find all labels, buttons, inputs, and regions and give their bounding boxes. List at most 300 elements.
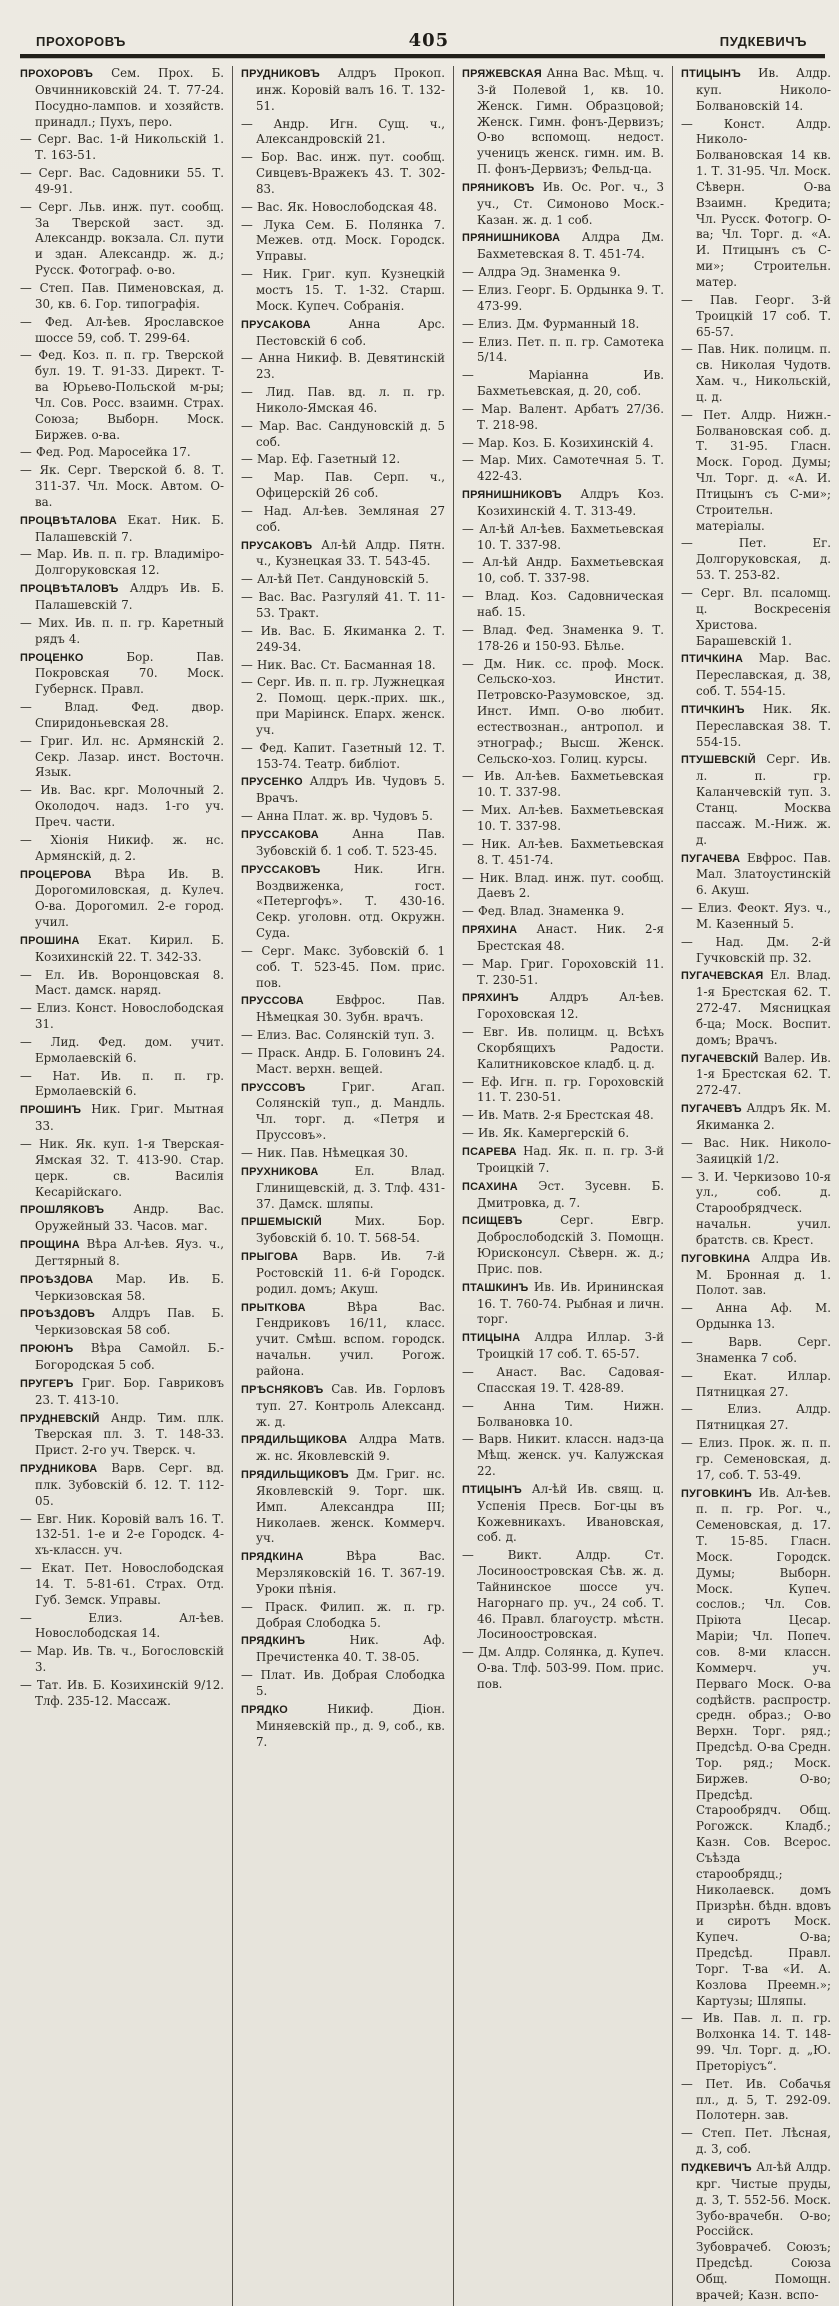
directory-entry: ПРУССАКОВА Анна Пав. Зубовскій б. 1 соб. Т. 523-45. [241,826,445,858]
entry-surname: ПСАРЕВА [462,1146,517,1158]
directory-entry: ПУГАЧЕВЪ Алдръ Як. М. Якиманка 2. [681,1101,831,1132]
ditto-dash-marker: — [462,265,474,280]
ditto-dash-marker: — [20,348,32,363]
entry-surname: ПРОШИНЪ [20,1104,82,1117]
ditto-dash-marker: — [681,2076,693,2091]
ditto-dash-marker: — [462,1074,474,1089]
ditto-dash-marker: — [241,1045,253,1060]
ditto-dash-marker: — [20,1034,32,1049]
ditto-dash-marker: — [241,572,253,587]
column-4 [672,66,831,2306]
directory-entry: — Влад. Коз. Садовническая наб. 15. [462,589,664,619]
ditto-dash-marker: — [20,280,32,295]
ditto-dash-marker: — [462,368,474,383]
directory-entry: — Серг. Вас. Садовники 55. Т. 49-91. [20,166,224,196]
directory-entry: ПТУШЕВСКІЙ Серг. Ив. л. п. гр. Каланчевскій туп. 3. Станц. Москва пассаж. М.-Ниж. ж. д. [681,752,831,847]
entry-surname: ПРОЮНЪ [20,1343,74,1356]
directory-entry: ПРУДНИКОВА Варв. Серг. вд. плк. Зубовскій б. 12. Т. 112-05. [20,1461,224,1508]
ditto-dash-marker: — [462,334,474,349]
directory-entry: ПУГАЧЕВСКІЙ Валер. Ив. 1-я Брестская 62. Т. 272-47. [681,1050,831,1098]
entry-surname: ПРЯНИКОВЪ [462,181,535,194]
directory-entry: — Вас. Ник. Николо-Заяицкій 1/2. [681,1135,831,1166]
ditto-dash-marker: — [462,435,474,450]
directory-entry: ПРЯДКИНЪ Ник. Аф. Пречистенка 40. Т. 38-05. [241,1633,445,1665]
entry-surname: ПРУССАКОВА [241,828,319,841]
directory-entry: — Мар. Ив. Тв. ч., Богословскій 3. [20,1644,224,1675]
directory-entry: — Пет. Ив. Собачья пл., д. 5, Т. 292-09. Полотерн. зав. [681,2076,831,2123]
directory-entry: — Анна Плат. ж. вр. Чудовъ 5. [241,809,433,824]
entry-surname: ПРЯДИЛЬЩИКОВА [241,1434,348,1447]
directory-entry: — Елиз. Георг. Б. Ордынка 9. Т. 473-99. [462,282,664,313]
ditto-dash-marker: — [241,116,253,131]
directory-entry: — Бор. Вас. инж. пут. сообщ. Сивцевъ-Вражекъ 43. Т. 302-83. [241,150,445,196]
entry-surname: ПРЯНИШНИКОВЪ [462,489,562,502]
directory-entry: — Серг. Ив. п. п. гр. Лужнецкая 2. Помощ. церк.-прих. шк., при Маріинск. Епарх. женск. уч. [241,675,445,737]
entry-surname: ПУДКЕВИЧЪ [681,2162,752,2174]
ditto-dash-marker: — [241,623,253,638]
header-rule [20,54,825,58]
directory-entry: — Ник. Пав. Нѣмецкая 30. [241,1146,409,1160]
ditto-dash-marker: — [462,401,474,416]
ditto-dash-marker: — [20,132,32,147]
directory-entry: — Ив. Вас. Б. Якиманка 2. Т. 249-34. [241,623,445,654]
directory-entry: — Екат. Пет. Новослободская 14. Т. 5-81-61. Страх. Отд. Губ. Земск. Управы. [20,1561,224,1607]
entry-surname: ПУГАЧЕВСКАЯ [681,970,764,983]
directory-entry: — Ник. Ал-ѣев. Бахметьевская 8. Т. 451-74. [462,836,664,867]
entry-surname: ПУГОВКИНЪ [681,1487,753,1500]
directory-entry: ПРОѢЗДОВЪ Алдръ Пав. Б. Черкизовская 58 соб. [20,1306,224,1338]
ditto-dash-marker: — [462,956,474,971]
directory-entry: ПСАРЕВА Над. Як. п. п. гр. 3-й Троицкій 7. [462,1144,664,1175]
column-3 [453,66,664,2306]
entry-surname: ПРЫТКОВА [241,1301,306,1314]
directory-entry: ПТИЦЫНЪ Ал-ѣй Ив. свящ. ц. Успенія Пресв. Бог-цы въ Кожевникахъ. Ивановская, соб. д. [462,1481,664,1545]
entry-surname: ПТИЧКИНА [681,653,744,666]
ditto-dash-marker: — [681,116,693,131]
directory-entry: — Пет. Ег. Долгоруковская, д. 53. Т. 253-82. [681,536,831,583]
directory-entry: — Ив. Ал-ѣев. Бахметьевская 10. Т. 337-98. [462,769,664,800]
ditto-dash-marker: — [20,314,32,329]
ditto-dash-marker: — [462,904,474,919]
directory-entry: ПРЯНИКОВЪ Ив. Ос. Рог. ч., 3 уч., Ст. Симоново Моск.-Казан. ж. д. 1 соб. [462,179,664,227]
directory-entry: — Вас. Вас. Разгуляй 41. Т. 11-53. Тракт. [241,590,445,620]
entry-surname: ПРУСЕНКО [241,776,303,789]
directory-entry: — Ник. Влад. инж. пут. сообщ. Даевъ 2. [462,870,664,901]
ditto-dash-marker: — [20,1678,32,1692]
directory-entry: ПРЯДКО Никиф. Діон. Миняевскій пр., д. 9, соб., кв. 7. [241,1701,445,1749]
directory-entry: — Елиз. Вас. Солянскій туп. 3. [241,1028,435,1043]
directory-entry: — Серг. Льв. инж. пут. сообщ. За Тверской заст. зд. Александр. вокзала. Сл. пути и здан. Александр. ж. д.; Русск. Фотограф. о-во. [20,199,224,278]
column-container [20,66,831,2306]
directory-entry: — З. И. Черкизово 10-я ул., соб. д. Старообрядческ. начальн. учил. братств. св. Крест. [681,1169,831,1247]
entry-surname: ПРОѢЗДОВА [20,1273,94,1286]
directory-entry: ПРОЦВѢТАЛОВА Екат. Ник. Б. Палашевскій 7. [20,512,224,544]
directory-entry: — Елиз. Феокт. Яуз. ч., М. Казенный 5. [681,901,831,931]
entry-surname: ПРОШИНА [20,934,80,947]
directory-entry: ПУГАЧЕВСКАЯ Ел. Влад. 1-я Брестская 62. Т. 272-47. Мясницкая б-ца; Моск. Воспит. домъ; Врачъ. [681,968,831,1047]
directory-entry: — Степ. Пав. Пименовская, д. 30, кв. 6. Гор. типографія. [20,280,224,311]
entry-surname: ПРУДНИКОВЪ [241,68,321,80]
ditto-dash-marker: — [20,166,32,181]
entry-surname: ПРУССОВЪ [241,1081,306,1094]
ditto-dash-marker: — [681,1436,693,1451]
ditto-dash-marker: — [681,342,693,357]
entry-surname: ПРЯЖЕВСКАЯ [462,68,542,80]
entry-surname: ПРОЦЕРОВА [20,868,92,881]
ditto-dash-marker: — [681,1301,693,1316]
directory-entry: — Евг. Ник. Коровій валъ 16. Т. 132-51. 1-е и 2-е Городск. 4-хъ-классн. уч. [20,1511,224,1558]
ditto-dash-marker: — [462,769,474,784]
directory-entry: — Анна Аф. М. Ордынка 13. [681,1301,831,1332]
directory-entry: — Як. Серг. Тверской б. 8. Т. 311-37. Чл. Моск. Автом. О-ва. [20,463,224,509]
ditto-dash-marker: — [462,1548,474,1563]
ditto-dash-marker: — [20,832,32,847]
entry-surname: ПУГАЧЕВСКІЙ [681,1052,759,1065]
directory-entry: — Лид. Пав. вд. л. п. гр. Николо-Ямская 46. [241,385,445,415]
directory-entry: — Фед. Ал-ѣев. Ярославское шоссе 59, соб. Т. 299-64. [20,314,224,345]
directory-entry: — Ал-ѣй Андр. Бахметьевская 10, соб. Т. 337-98. [462,555,664,586]
directory-entry: ПУГОВКИНЪ Ив. Ал-ѣев. п. п. гр. Рог. ч., Семеновская, д. 17. Т. 15-85. Гласн. Моск. Городск. Думы; Выборн. Моск. Купеч. сослов.; Чл. Сов. Пріюта Цесар. Маріи; Чл. Попеч. сов. 8-ми классн. Коммерч. уч. Перваго Моск. О-ва содѣйств. распростр. средн. образ.; О-во Верхн. Торг. ряд.; Предсѣд. О-ва Средн. Тор. ряд.; Моск. Биржев. О-во; Предсѣд. Старообрядч. Общ. Рогожск. Кладб.; Казн. Сов. Всерос. Съѣзда старообрядц.; Николаевск. домъ Призрѣн. бѣдн. вдовъ и сиротъ Моск. Купеч. О-ва; Предсѣд. Правл. Торг. Т-ва «И. А. Козлова Преемн.»; Картузы; Шляпы. [681,1485,831,2008]
ditto-dash-marker: — [462,803,474,818]
directory-entry: ПУГОВКИНА Алдра Ив. М. Бронная д. 1. Полот. зав. [681,1250,831,1298]
directory-entry: ПРЯДИЛЬЩИКОВА Алдра Матв. ж. нс. Яковлевскій 9. [241,1432,445,1464]
directory-entry: — Фед. Капит. Газетный 12. Т. 153-74. Театр. библіот. [241,740,445,771]
ditto-dash-marker: — [20,199,32,214]
ditto-dash-marker: — [241,418,253,433]
directory-entry: — Пав. Ник. полицм. п. св. Николая Чудотв. Хам. ч., Никольскій, ц. д. [681,342,831,404]
directory-entry: — Елиз. Прок. ж. п. п. гр. Семеновская, д. 17, соб. Т. 53-49. [681,1436,831,1482]
directory-entry: — Пет. Алдр. Нижн.-Болвановская соб. д. Т. 31-95. Гласн. Моск. Город. Думы; Чл. Торг. д. «А. И. Птицынъ съ С-ми»; Строительн. матеріалы. [681,407,831,533]
entry-surname: ПРЯНИШНИКОВА [462,232,561,245]
directory-entry: — Фед. Род. Маросейка 17. [20,445,191,460]
directory-entry: — Елиз. Дм. Фурманный 18. [462,316,640,331]
directory-entry: — Влад. Фед. двор. Спиридоньевская 28. [20,700,224,730]
entry-surname: ПТИЦЫНЪ [681,68,742,80]
directory-entry: — Конст. Алдр. Николо-Болвановская 14 кв. 1. Т. 31-95. Чл. Моск. Сѣверн. О-ва Взаимн. Кредита; Чл. Русск. Фотогр. О-ва; Чл. Торг. д. «А. И. Птицынъ съ С-ми»; Строительн. матер. [681,116,831,289]
ditto-dash-marker: — [20,445,32,460]
ditto-dash-marker: — [20,1561,32,1576]
directory-entry: ПРОЦЕНКО Бор. Пав. Покровская 70. Моск. Губернск. Правл. [20,649,224,697]
ditto-dash-marker: — [20,1137,32,1151]
entry-surname: ПРУССАКОВЪ [241,863,321,876]
ditto-dash-marker: — [20,1644,32,1659]
directory-entry: — Над. Ал-ѣев. Земляная 27 соб. [241,503,445,534]
directory-entry: — Мих. Ив. п. п. гр. Каретный рядъ 4. [20,615,224,646]
ditto-dash-marker: — [462,622,474,637]
ditto-dash-marker: — [462,1025,474,1040]
ditto-dash-marker: — [241,657,253,672]
entry-surname: ПРУГЕРЪ [20,1377,74,1390]
directory-entry: — Пав. Георг. 3-й Троицкій 17 соб. Т. 65-57. [681,292,831,339]
directory-entry: ПТИЧКИНА Мар. Вас. Переславская, д. 38, соб. Т. 554-15. [681,651,831,699]
directory-entry: — Ал-ѣй Ал-ѣев. Бахметьевская 10. Т. 337-98. [462,521,664,552]
ditto-dash-marker: — [681,536,693,551]
directory-entry: — Мих. Ал-ѣев. Бахметьевская 10. Т. 337-98. [462,803,664,833]
entry-surname: ПУГАЧЕВЪ [681,1103,742,1116]
directory-entry: — Мар. Коз. Б. Козихинскій 4. [462,435,654,450]
directory-entry: — Мар. Григ. Гороховскій 11. Т. 230-51. [462,956,664,987]
directory-entry: — Фед. Коз. п. п. гр. Тверской бул. 19. Т. 91-33. Директ. Т-ва Юрьево-Польской м-ры; Чл. Сов. Росс. взаимн. Страх. Союза; Выборн. Моск. Биржев. о-ва. [20,348,224,442]
directory-entry: — Григ. Ил. нс. Армянскій 2. Секр. Лазар. инст. Восточн. Язык. [20,733,224,780]
entry-surname: ПСИЩЕВЪ [462,1215,523,1228]
directory-entry: — Анна Никиф. В. Девятинскій 23. [241,351,445,382]
ditto-dash-marker: — [20,1610,32,1625]
ditto-dash-marker: — [241,740,253,755]
ditto-dash-marker: — [241,1146,253,1160]
directory-entry: ПРОѢЗДОВА Мар. Ив. Б. Черкизовская 58. [20,1271,224,1303]
ditto-dash-marker: — [681,2011,693,2026]
directory-entry: — Елиз. Пет. п. п. гр. Самотека 5/14. [462,334,664,365]
entry-surname: ПРУДНИКОВА [20,1463,98,1476]
entry-surname: ПРЯХИНА [462,924,518,937]
directory-entry: ПРЯХИНА Анаст. Ник. 2-я Брестская 48. [462,922,664,953]
directory-entry: ПРУССАКОВЪ Ник. Игн. Воздвиженка, гост. «Петергофъ». Т. 430-16. Секр. уголовн. отд. Окружн. Суда. [241,861,445,941]
ditto-dash-marker: — [241,385,253,400]
entry-surname: ПРЯХИНЪ [462,992,519,1005]
directory-entry: ПРОШИНА Екат. Кирил. Б. Козихинскій 22. Т. 342-33. [20,932,224,964]
directory-entry: ПТАШКИНЪ Ив. Ив. Ирининская 16. Т. 760-74. Рыбная и личн. торг. [462,1279,664,1327]
entry-surname: ПРЯДКО [241,1703,289,1716]
directory-entry: — Лид. Фед. дом. учит. Ермолаевскій 6. [20,1034,224,1065]
ditto-dash-marker: — [462,836,474,851]
directory-entry: ПРОШЛЯКОВЪ Андр. Вас. Оружейный 33. Часов. маг. [20,1202,224,1234]
directory-entry: ПРОЦВѢТАЛОВЪ Алдръ Ив. Б. Палашевскій 7. [20,581,224,612]
directory-entry: ПРУХНИКОВА Ел. Влад. Глинищевскій, д. 3. Тлф. 431-37. Дамск. шляпы. [241,1163,445,1211]
directory-entry: — Елиз. Конст. Новослободская 31. [20,1001,224,1032]
ditto-dash-marker: — [241,675,253,690]
directory-entry: — Анаст. Вас. Садовая-Спасская 19. Т. 428-89. [462,1364,664,1395]
ditto-dash-marker: — [241,590,253,605]
directory-entry: — Тат. Ив. Б. Козихинскій 9/12. Тлф. 235-12. Массаж. [20,1678,224,1708]
ditto-dash-marker: — [681,934,693,949]
entry-surname: ПРОЩИНА [20,1239,80,1252]
ditto-dash-marker: — [241,943,253,958]
directory-entry: ПРЯЖЕВСКАЯ Анна Вас. Мѣщ. ч. 3-й Полевой 1, кв. 10. Женск. Гимн. Образцовой; Женск. Гимн. фонъ-Дервизъ; О-во вспомощ. недост. ученицъ женск. гимн. им. В. П. фонъ-Дервизъ; Фельд-ца. [462,66,664,177]
directory-entry: — Дм. Алдр. Солянка, д. Купеч. О-ва. Тлф. 503-99. Пом. прис. пов. [462,1645,664,1691]
ditto-dash-marker: — [20,463,32,478]
directory-entry: — Над. Дм. 2-й Гучковскій пр. 32. [681,934,831,965]
entry-surname: ПРЫГОВА [241,1251,299,1264]
ditto-dash-marker: — [462,1398,474,1413]
entry-surname: ПРОЦЕНКО [20,651,84,664]
directory-entry: ПРУССОВА Евфрос. Пав. Нѣмецкая 30. Зубн. врачъ. [241,993,445,1025]
directory-entry: — Ив. Вас. крг. Молочный 2. Околодоч. надз. 1-го уч. Преч. части. [20,783,224,829]
directory-entry: — Елиз. Алдр. Пятницкая 27. [681,1402,831,1433]
entry-surname: ПРУДНЕВСКІЙ [20,1412,100,1425]
running-head-left: ПРОХОРОВЪ [36,34,126,49]
entry-surname: ПУГАЧЕВА [681,852,741,865]
directory-entry: — Еф. Игн. п. гр. Гороховскій 11. Т. 230-51. [462,1074,664,1105]
ditto-dash-marker: — [462,453,474,468]
ditto-dash-marker: — [241,452,253,467]
directory-entry: — Екат. Иллар. Пятницкая 27. [681,1368,831,1399]
ditto-dash-marker: — [681,1402,693,1417]
directory-entry: — Ел. Ив. Воронцовская 8. Маст. дамск. наряд. [20,967,224,998]
directory-entry: ПРЯНИШНИКОВА Алдра Дм. Бахметевская 8. Т. 451-74. [462,230,664,262]
ditto-dash-marker: — [462,316,474,331]
directory-entry: — Праск. Андр. Б. Головинъ 24. Маст. верхн. вещей. [241,1045,445,1076]
directory-entry: — Серг. Вас. 1-й Никольскій 1. Т. 163-51. [20,132,224,163]
directory-entry: ПТИЦЫНЪ Ив. Алдр. куп. Николо-Болвановскій 14. [681,66,831,113]
ditto-dash-marker: — [241,267,253,282]
directory-entry: — Ник. Григ. куп. Кузнецкій мостъ 15. Т. 1-32. Старш. Моск. Купеч. Собранія. [241,267,445,313]
ditto-dash-marker: — [241,1668,253,1683]
entry-surname: ПРУССОВА [241,995,304,1008]
entry-surname: ПРЯДКИНА [241,1551,304,1564]
directory-entry: — Серг. Вл. псаломщ. ц. Воскресенія Христова. Барашевскій 1. [681,586,831,648]
ditto-dash-marker: — [20,700,32,715]
directory-entry: — Викт. Алдр. Ст. Лосиноостровская Сѣв. ж. д. Тайнинское шоссе уч. Нагорнаго пр. уч., 24 соб. Т. 46. Правл. благоустр. мѣстн. Лосиноостровская. [462,1548,664,1642]
directory-entry: ПУДКЕВИЧЪ Ал-ѣй Алдр. крг. Чистые пруды, д. 3, Т. 552-56. Моск. Зубо-врачебн. О-во; Россійск. Зубоврачеб. Союзъ; Предсѣд. Союза Общ. Помощн. врачей; Казн. вспо- [681,2160,831,2302]
ditto-dash-marker: — [681,901,693,916]
ditto-dash-marker: — [462,1108,474,1123]
directory-entry: — Варв. Серг. Знаменка 7 соб. [681,1334,831,1365]
directory-entry: ПРОЮНЪ Вѣра Самойл. Б.-Богородская 5 соб. [20,1341,224,1372]
directory-entry: ПРЯДКИНА Вѣра Вас. Мерзляковскій 16. Т. 367-19. Уроки пѣнія. [241,1549,445,1596]
running-head-right: ПУДКЕВИЧЪ [719,34,807,49]
ditto-dash-marker: — [462,870,474,885]
ditto-dash-marker: — [681,292,693,307]
directory-entry: — Ив. Пав. л. п. гр. Волхонка 14. Т. 148-99. Чл. Торг. д. „Ю. Преторіусъ“. [681,2011,831,2073]
directory-entry: — Серг. Макс. Зубовскій б. 1 соб. Т. 523-45. Пом. прис. пов. [241,943,445,990]
directory-entry: — Мар. Вас. Сандуновскій д. 5 соб. [241,418,445,449]
entry-surname: ПРШЕМЫСКІЙ [241,1216,322,1229]
directory-entry: — Елиз. Ал-ѣев. Новослободская 14. [20,1610,224,1641]
directory-entry: ПРЯДИЛЬЩИКОВЪ Дм. Григ. нс. Яковлевскій 9. Торг. шк. Имп. Александра III; Николаев. женск. Коммерч. уч. [241,1467,445,1546]
ditto-dash-marker: — [241,1028,253,1043]
running-head [20,30,825,51]
entry-surname: ПТИЧКИНЪ [681,703,745,716]
directory-entry: ПРѢСНЯКОВЪ Сав. Ив. Горловъ туп. 27. Контроль Александ. ж. д. [241,1381,445,1429]
ditto-dash-marker: — [241,1599,253,1614]
directory-entry: ПРУГЕРЪ Григ. Бор. Гавриковъ 23. Т. 413-10. [20,1375,224,1407]
ditto-dash-marker: — [462,656,474,671]
directory-entry: ПРЫТКОВА Вѣра Вас. Гендриковъ 16/11, класс. учит. Смѣш. вспом. городск. начальн. учил. Рогож. района. [241,1299,445,1378]
ditto-dash-marker: — [681,586,693,600]
entry-surname: ПТУШЕВСКІЙ [681,754,756,767]
directory-entry: ПРУСЕНКО Алдръ Ив. Чудовъ 5. Врачъ. [241,774,445,806]
directory-entry: — Ник. Вас. Ст. Басманная 18. [241,657,436,672]
ditto-dash-marker: — [462,1126,474,1141]
ditto-dash-marker: — [681,1334,693,1349]
entry-surname: ПРОЦВѢТАЛОВЪ [20,583,119,596]
ditto-dash-marker: — [241,809,253,824]
ditto-dash-marker: — [20,967,32,982]
directory-entry: ПСАХИНА Эст. Зусевн. Б. Дмитровка, д. 7. [462,1178,664,1210]
entry-surname: ПРОѢЗДОВЪ [20,1308,95,1321]
directory-entry: ПРУССОВЪ Григ. Агап. Солянскій туп., д. Мандль. Чл. торг. д. «Петря и Пруссовъ». [241,1079,445,1143]
ditto-dash-marker: — [681,1135,693,1150]
directory-entry: — Хіонія Никиф. ж. нс. Армянскій, д. 2. [20,832,224,863]
directory-entry: ПРОШИНЪ Ник. Григ. Мытная 33. [20,1102,224,1134]
directory-entry: ПУГАЧЕВА Евфрос. Пав. Мал. Златоустинскій 6. Акуш. [681,850,831,898]
entry-surname: ПСАХИНА [462,1180,518,1193]
directory-entry: — Мар. Мих. Самотечная 5. Т. 422-43. [462,453,664,484]
entry-surname: ПРУСАКОВЪ [241,539,313,552]
ditto-dash-marker: — [241,150,253,165]
directory-entry: — Нат. Ив. п. п. гр. Ермолаевскій 6. [20,1068,224,1099]
directory-entry: — Мар. Ив. п. п. гр. Владиміро-Долгоруковская 12. [20,547,224,578]
entry-surname: ПРУХНИКОВА [241,1165,319,1178]
directory-entry: ПРЯХИНЪ Алдръ Ал-ѣев. Гороховская 12. [462,990,664,1022]
directory-entry: ПРЯНИШНИКОВЪ Алдръ Коз. Козихинскій 4. Т. 313-49. [462,487,664,518]
directory-entry: ПРУДНЕВСКІЙ Андр. Тим. плк. Тверская пл. 3. Т. 148-33. Прист. 2-го уч. Тверск. ч. [20,1410,224,1458]
ditto-dash-marker: — [241,217,253,232]
entry-surname: ПТИЦЫНЪ [462,1483,523,1496]
directory-entry: ПРЫГОВА Варв. Ив. 7-й Ростовскій 11. 6-й Городск. родил. домъ; Акуш. [241,1249,445,1296]
ditto-dash-marker: — [241,470,253,485]
directory-entry: — Плат. Ив. Добрая Слободка 5. [241,1668,445,1698]
entry-surname: ПРУСАКОВА [241,318,311,331]
ditto-dash-marker: — [681,1169,693,1184]
directory-entry: — Ив. Матв. 2-я Брестская 48. [462,1108,654,1123]
ditto-dash-marker: — [681,2126,693,2141]
ditto-dash-marker: — [462,1364,474,1379]
entry-surname: ПРЯДИЛЬЩИКОВЪ [241,1469,349,1482]
directory-entry: ПРУСАКОВЪ Ал-ѣй Алдр. Пятн. ч., Кузнецкая 33. Т. 543-45. [241,537,445,569]
ditto-dash-marker: — [241,503,253,518]
directory-entry: — Андр. Игн. Сущ. ч., Александровскій 21. [241,116,445,147]
directory-entry: — Ал-ѣй Пет. Сандуновскій 5. [241,572,429,587]
entry-surname: ПРЯДКИНЪ [241,1635,306,1648]
directory-entry: — Степ. Пет. Лѣсная, д. 3, соб. [681,2126,831,2157]
directory-entry: ПРОХОРОВЪ Сем. Прох. Б. Овчинниковскій 24. Т. 77-24. Посудно-лампов. и хозяйств. принадл.; Пухъ, перо. [20,66,224,129]
ditto-dash-marker: — [681,1368,693,1383]
directory-entry: — Фед. Влад. Знаменка 9. [462,904,625,919]
directory-entry: — Мар. Еф. Газетный 12. [241,452,401,467]
directory-entry: ПРОЩИНА Вѣра Ал-ѣев. Яуз. ч., Дегтярный 8. [20,1237,224,1268]
entry-surname: ПРѢСНЯКОВЪ [241,1383,324,1396]
ditto-dash-marker: — [462,1645,474,1660]
column-2 [232,66,445,2306]
ditto-dash-marker: — [20,1511,32,1526]
entry-surname: ПРОХОРОВЪ [20,68,94,80]
directory-entry: — Маріанна Ив. Бахметьевская, д. 20, соб. [462,368,664,399]
ditto-dash-marker: — [20,783,32,798]
ditto-dash-marker: — [241,199,253,214]
ditto-dash-marker: — [462,282,474,297]
ditto-dash-marker: — [462,589,474,604]
directory-entry: ПРШЕМЫСКІЙ Мих. Бор. Зубовскій б. 10. Т. 568-54. [241,1214,445,1246]
ditto-dash-marker: — [20,615,32,630]
entry-surname: ПТАШКИНЪ [462,1281,529,1294]
entry-surname: ПТИЦЫНА [462,1332,521,1345]
ditto-dash-marker: — [20,547,32,562]
directory-entry: — Дм. Ник. сс. проф. Моск. Сельско-хоз. Инстит. Петровско-Разумовское, зд. Инст. Имп. О-во любит. естествознан., антропол. и этнограф.; Высш. Женск. Сельско-хоз. Голиц. курсы. [462,656,664,766]
directory-entry: — Варв. Никит. классн. надз-ца Мѣщ. женск. уч. Калужская 22. [462,1432,664,1479]
directory-entry: — Лука Сем. Б. Полянка 7. Межев. отд. Моск. Городск. Управы. [241,217,445,264]
directory-entry: — Влад. Фед. Знаменка 9. Т. 178-26 и 150-93. Бѣлье. [462,622,664,653]
directory-entry: ПТИЧКИНЪ Ник. Як. Переславская 38. Т. 554-15. [681,701,831,749]
ditto-dash-marker: — [20,1068,32,1083]
ditto-dash-marker: — [681,407,693,422]
entry-surname: ПРОЦВѢТАЛОВА [20,514,117,527]
directory-entry: ПТИЦЫНА Алдра Иллар. 3-й Троицкій 17 соб. Т. 65-57. [462,1330,664,1362]
directory-entry: — Анна Тим. Нижн. Болвановка 10. [462,1398,664,1429]
ditto-dash-marker: — [241,351,253,366]
directory-entry: — Мар. Пав. Серп. ч., Офицерскій 26 соб. [241,470,445,501]
column-1 [20,66,224,1712]
directory-entry: — Ник. Як. куп. 1-я Тверская-Ямская 32. Т. 413-90. Стар. церк. св. Василія Кесарійскаго. [20,1137,224,1199]
directory-entry: — Алдра Эд. Знаменка 9. [462,265,621,280]
directory-entry: — Ив. Як. Камергерскій 6. [462,1126,630,1141]
directory-entry: ПСИЩЕВЪ Серг. Евгр. Доброслободскій 3. Помощн. Юрисконсул. Сѣверн. ж. д.; Прис. пов. [462,1213,664,1276]
directory-entry: — Вас. Як. Новослободская 48. [241,199,438,214]
entry-surname: ПРОШЛЯКОВЪ [20,1204,105,1217]
directory-entry: ПРУДНИКОВЪ Алдръ Прокоп. инж. Коровій валъ 16. Т. 132-51. [241,66,445,113]
ditto-dash-marker: — [462,1432,474,1447]
directory-entry: — Праск. Филип. ж. п. гр. Добрая Слободка 5. [241,1599,445,1630]
